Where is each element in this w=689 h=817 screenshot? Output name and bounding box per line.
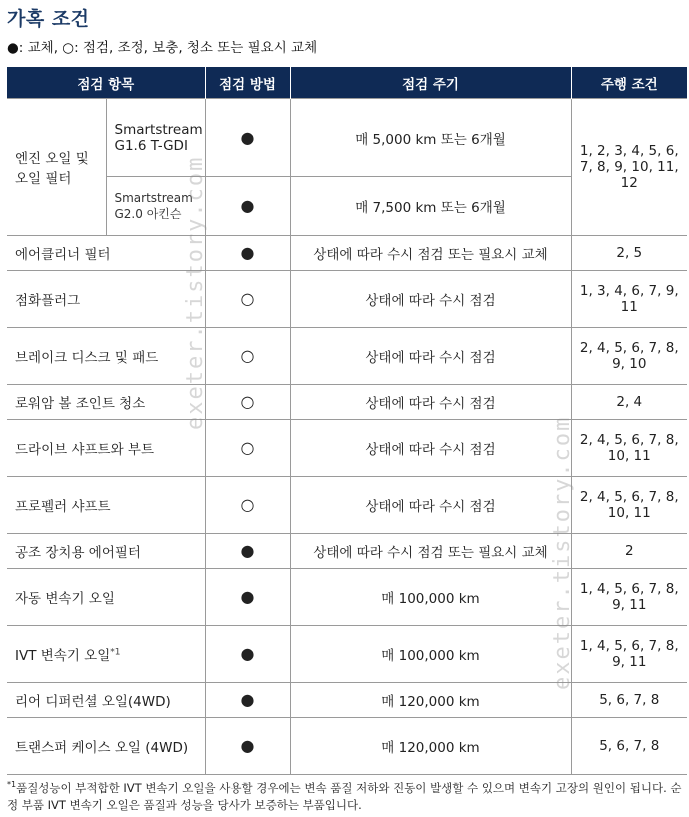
row-period: 매 5,000 km 또는 6개월 bbox=[290, 99, 571, 177]
legend: ●: 교체, ○: 점검, 조정, 보충, 청소 또는 필요시 교체 bbox=[7, 40, 318, 56]
table-row bbox=[7, 328, 687, 385]
row-period: 매 100,000 km bbox=[290, 626, 571, 683]
header-item: 점검 항목 bbox=[7, 67, 205, 99]
table-row bbox=[7, 569, 687, 626]
row-conditions: 1, 4, 5, 6, 7, 8, 9, 11 bbox=[571, 626, 687, 683]
table-row bbox=[7, 271, 687, 328]
method-mark: ● bbox=[205, 718, 290, 775]
row-conditions: 2, 5 bbox=[571, 236, 687, 271]
row-item: 브레이크 디스크 및 패드 bbox=[7, 328, 205, 385]
table-row bbox=[7, 477, 687, 534]
row-item: 점화플러그 bbox=[7, 271, 205, 328]
method-mark: ● bbox=[205, 99, 290, 177]
row-conditions: 5, 6, 7, 8 bbox=[571, 718, 687, 775]
row-item: 드라이브 샤프트와 부트 bbox=[7, 420, 205, 477]
row-item: IVT 변속기 오일$^{*1}$ bbox=[7, 626, 205, 683]
header-method: 점검 방법 bbox=[205, 67, 290, 99]
maintenance-table bbox=[7, 67, 687, 775]
method-mark: ○ bbox=[205, 385, 290, 420]
row-conditions: 2, 4 bbox=[571, 385, 687, 420]
row-period: 상태에 따라 수시 점검 또는 필요시 교체 bbox=[290, 236, 571, 271]
row-period: 상태에 따라 수시 점검 bbox=[290, 477, 571, 534]
header-period: 점검 주기 bbox=[290, 67, 571, 99]
method-mark: ○ bbox=[205, 271, 290, 328]
row-period: 상태에 따라 수시 점검 bbox=[290, 271, 571, 328]
page-title: 가혹 조건 bbox=[7, 8, 90, 30]
table-header-row bbox=[7, 67, 687, 99]
row-period: 매 120,000 km bbox=[290, 683, 571, 718]
method-mark: ○ bbox=[205, 328, 290, 385]
row-item: 트랜스퍼 케이스 오일 (4WD) bbox=[7, 718, 205, 775]
footnote-mark: *1 bbox=[7, 780, 17, 789]
row-item: 엔진 오일 및 오일 필터 bbox=[7, 99, 106, 236]
method-mark: ● bbox=[205, 683, 290, 718]
row-item: 공조 장치용 에어필터 bbox=[7, 534, 205, 569]
header-conditions: 주행 조건 bbox=[571, 67, 687, 99]
method-mark: ● bbox=[205, 534, 290, 569]
table-row bbox=[7, 718, 687, 775]
method-mark: ○ bbox=[205, 477, 290, 534]
table-row bbox=[7, 385, 687, 420]
row-conditions: 1, 4, 5, 6, 7, 8, 9, 11 bbox=[571, 569, 687, 626]
row-period: 상태에 따라 수시 점검 bbox=[290, 420, 571, 477]
method-mark: ○ bbox=[205, 420, 290, 477]
footnote bbox=[7, 776, 687, 814]
row-item: 에어클리너 필터 bbox=[7, 236, 205, 271]
row-item: 리어 디퍼런셜 오일(4WD) bbox=[7, 683, 205, 718]
row-period: 매 120,000 km bbox=[290, 718, 571, 775]
row-period: 매 100,000 km bbox=[290, 569, 571, 626]
footnote-text: 품질성능이 부적합한 IVT 변속기 오일을 사용할 경우에는 변속 품질 저하와 진동이 발생할 수 있으며 변속기 고장의 원인이 됩니다. 순정 부품 IVT 변속기 오일은 품질과 성능을 당사가 보증하는 부품입니다. bbox=[7, 780, 682, 812]
row-conditions: 5, 6, 7, 8 bbox=[571, 683, 687, 718]
row-item: 로워암 볼 조인트 청소 bbox=[7, 385, 205, 420]
table-row bbox=[7, 236, 687, 271]
engine-variant: Smartstream G1.6 T-GDI bbox=[106, 99, 205, 177]
row-item: 자동 변속기 오일 bbox=[7, 569, 205, 626]
engine-variant: Smartstream G2.0 아킨슨 bbox=[106, 177, 205, 236]
table-row bbox=[7, 534, 687, 569]
row-conditions: 2, 4, 5, 6, 7, 8, 10, 11 bbox=[571, 420, 687, 477]
method-mark: ● bbox=[205, 569, 290, 626]
row-period: 매 7,500 km 또는 6개월 bbox=[290, 177, 571, 236]
row-conditions: 2, 4, 5, 6, 7, 8, 9, 10 bbox=[571, 328, 687, 385]
method-mark: ● bbox=[205, 177, 290, 236]
row-conditions: 2, 4, 5, 6, 7, 8, 10, 11 bbox=[571, 477, 687, 534]
row-conditions: 1, 3, 4, 6, 7, 9, 11 bbox=[571, 271, 687, 328]
table-row bbox=[7, 626, 687, 683]
row-period: 상태에 따라 수시 점검 또는 필요시 교체 bbox=[290, 534, 571, 569]
row-conditions: 2 bbox=[571, 534, 687, 569]
row-period: 상태에 따라 수시 점검 bbox=[290, 328, 571, 385]
method-mark: ● bbox=[205, 626, 290, 683]
table-row bbox=[7, 683, 687, 718]
row-conditions: 1, 2, 3, 4, 5, 6, 7, 8, 9, 10, 11, 12 bbox=[571, 99, 687, 236]
row-item: 프로펠러 샤프트 bbox=[7, 477, 205, 534]
table-row bbox=[7, 420, 687, 477]
table-row bbox=[7, 99, 687, 177]
watermark-text: exeter.tistory.com bbox=[183, 155, 208, 430]
method-mark: ● bbox=[205, 236, 290, 271]
watermark-text: exeter.tistory.com bbox=[550, 415, 575, 690]
row-period: 상태에 따라 수시 점검 bbox=[290, 385, 571, 420]
